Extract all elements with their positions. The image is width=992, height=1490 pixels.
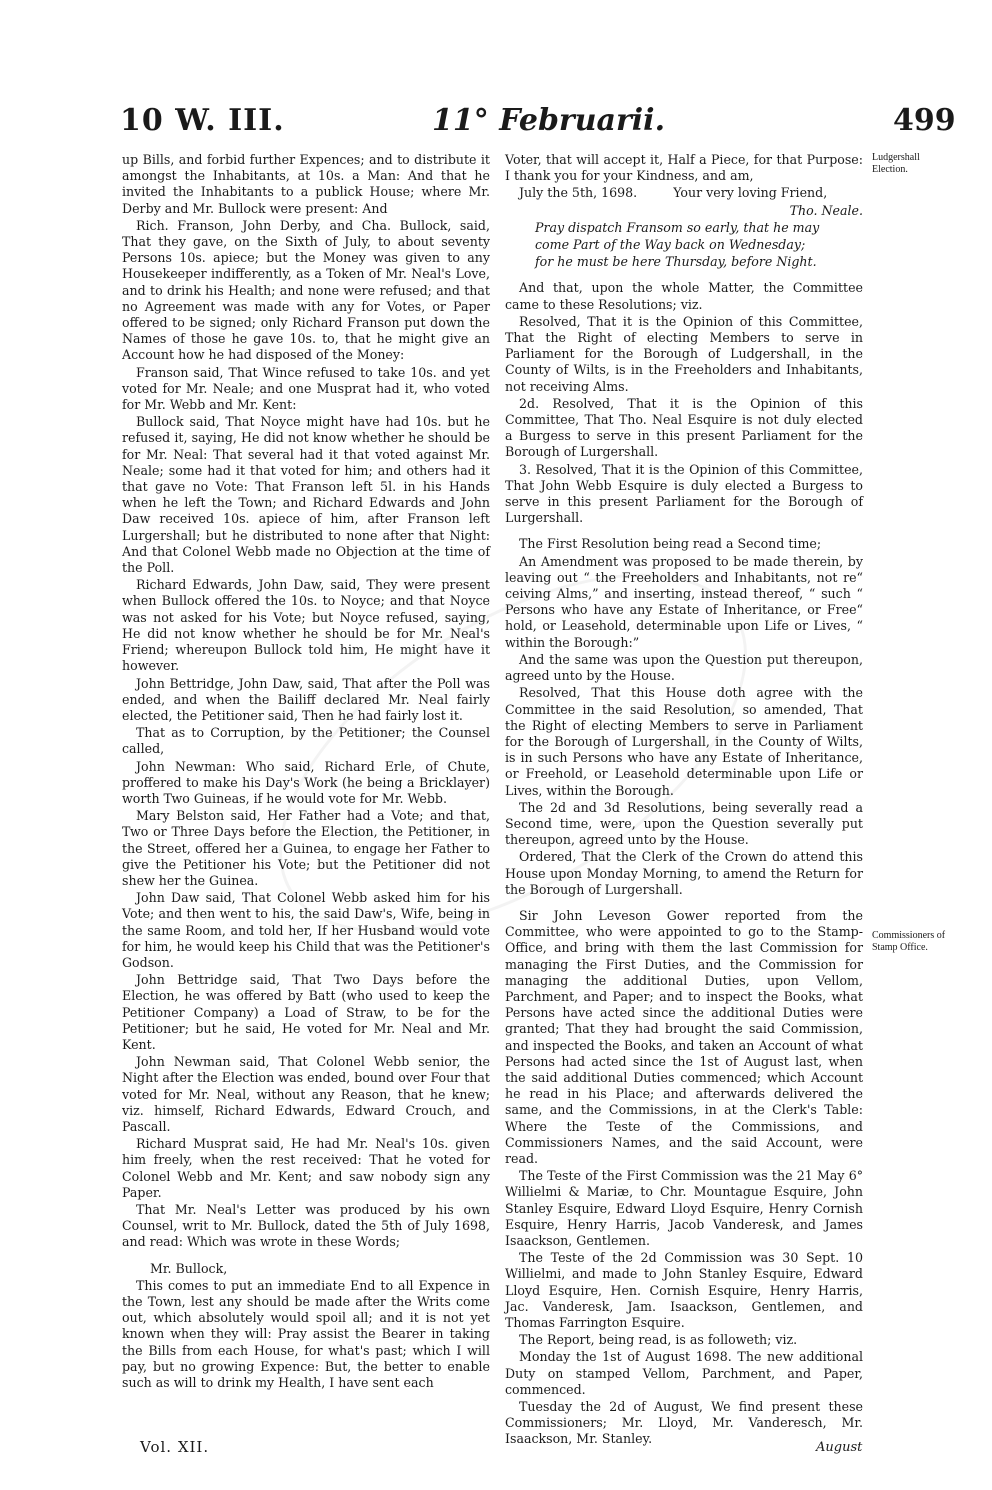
paragraph: Sir John Leveson Gower reported from the Committee, who were appointed to go to the Stamp-Office, and bring with them the last Commission for managing the First Duties, and the Commission for managing the additional Duties, upon Vellom, Parchment, and Paper; and to inspect the Books, what Persons have acted since the additional Duties were granted; That they had brought the said Commission, and inspected the Books, and taken an Account of what Persons had acted since the 1st of August last, when the said additional Duties commenced; which Account he read in his Place; and afterwards delivered the same, and the Commissions, in at the Clerk's Table: Where the Teste of the Commissions, and Commissioners Names, and the said Account, were read. [505,907,863,1166]
paragraph: Ordered, That the Clerk of the Crown do attend this House upon Monday Morning, to amend the Return for the Borough of Lurgershall. [505,849,863,897]
catchword: August [816,1440,863,1455]
left-column [122,152,490,1392]
paragraph: John Daw said, That Colonel Webb asked him for his Vote; and then went to his, the said Daw's, Wife, being in the same Room, and told her, If her Husband would vote for him, he would keep his Child that was the Petitioner's Godson. [122,890,490,970]
paragraph: And that, upon the whole Matter, the Committee came to these Resolutions; viz. [505,280,863,312]
paragraph: John Newman: Who said, Richard Erle, of Chute, proffered to make his Day's Work (he being a Bricklayer) worth Two Guineas, if he would vote for Mr. Webb. [122,758,490,806]
letter-salutation: Mr. Bullock, [150,1260,228,1276]
paragraph: 3. Resolved, That it is the Opinion of this Committee, That John Webb Esquire is duly elected a Burgess to serve in this present Parliament for the Borough of Lurgershall. [505,461,863,526]
paragraph: Franson said, That Wince refused to take 10s. and yet voted for Mr. Neale; and one Musprat had it, who voted for Mr. Webb and Mr. Kent: [122,364,490,413]
paragraph: John Newman said, That Colonel Webb senior, the Night after the Election was ended, bound over Four that voted for Mr. Neal, without any Reason, that he knew; viz. himself, Richard Edwards, Edward Crouch, and Pascall. [122,1054,490,1134]
paragraph: John Bettridge, John Daw, said, That after the Poll was ended, and when the Bailiff declared Mr. Neal fairly elected, the Petitioner said, Then he had fairly lost it. [122,675,490,723]
paragraph: The Teste of the First Commission was the 21 May 6° Willielmi & Mariæ, to Chr. Mountague Esquire, John Stanley Esquire, Edward Lloyd Esquire, Henry Cornish Esquire, Henry Harris, Jacob Vanderesk, and James Isaackson, Gentlemen. [505,1168,863,1248]
paragraph: Tuesday the 2d of August, We find present these Commissioners; Mr. Lloyd, Mr. Vanderesch, Mr. Isaackson, Mr. Stanley. [505,1399,863,1447]
paragraph: Resolved, That it is the Opinion of this Committee, That the Right of electing Members to serve in Parliament for the Borough of Ludgershall, in the County of Wilts, is in the Freeholders and Inhabitants, not receiving Alms. [505,313,863,394]
paragraph: The First Resolution being read a Second time; [519,536,822,552]
page-header [0,103,992,143]
paragraph: The 2d and 3d Resolutions, being severally read a Second time, were, upon the Question severally put thereupon, agreed unto by the House. [505,799,863,848]
letter-closing: Your very loving Friend, [673,185,828,201]
paragraph: The Teste of the 2d Commission was 30 Sept. 10 Willielmi, and made to John Stanley Esquire, Edward Lloyd Esquire, Hen. Cornish Esquire, Henry Harris, Jac. Vanderesk, Jam. Isaackson, Gentlemen, and Thomas Farrington Esquire. [505,1250,863,1331]
paragraph: John Bettridge said, That Two Days before the Election, he was offered by Batt (who used to keep the Petitioner Company) a Load of Straw, to be for the Petitioner; but he said, He voted for Mr. Neal and Mr. Kent. [122,972,490,1052]
postscript-line: for he must be here Thursday, before Night. [535,254,817,270]
letter-continuation: Voter, that will accept it, Half a Piece, for that Purpose: I thank you for your Kindness, and am, [505,152,863,184]
postscript-line: Pray dispatch Fransom so early, that he may [535,219,820,235]
letter-date: July the 5th, 1698. [519,185,638,201]
letter-date-line [505,185,863,201]
letter-signature: Tho. Neale. [789,202,863,218]
session-date: 11° Februarii. [432,103,666,138]
paragraph: Rich. Franson, John Derby, and Cha. Bullock, said, That they gave, on the Sixth of July, to about seventy Persons 10s. apiece; but the Money was given to any Housekeeper indifferently, as a Token of Mr. Neal's Love, and to drink his Health; and none were refused; and that no Agreement was made with any for Votes, or Paper offered to be signed; only Richard Franson put down the Names of those he gave 10s. to, that he might give an Account how he had disposed of the Money: [122,217,490,363]
margin-note-ludgershall: Ludgershall Election. [872,152,920,175]
paragraph: 2d. Resolved, That it is the Opinion of this Committee, That Tho. Neal Esquire is not duly elected a Burgess to serve in this present Parliament for the Borough of Lurgershall. [505,395,863,460]
paragraph: An Amendment was proposed to be made therein, by leaving out “ the Freeholders and Inhabitants, not re“ ceiving Alms,” and inserting, instead thereof, “ such “ Persons who have any Estate of Inheritance, or Free“ hold, or Leasehold, determinable upon Life or Lives, “ within the Borough:” [505,553,863,650]
paragraph: Richard Musprat said, He had Mr. Neal's 10s. given him freely, when the rest received: That he voted for Colonel Webb and Mr. Kent; and saw nobody sign any Paper. [122,1136,490,1200]
right-column [505,152,863,1449]
paragraph: Richard Edwards, John Daw, said, They were present when Bullock offered the 10s. to Noyce; and that Noyce was not asked for his Vote; but Noyce refused, saying, He did not know whether he should be for Mr. Neal's Friend; whereupon Bullock told him, He might have it however. [122,577,490,674]
paragraph: And the same was upon the Question put thereupon, agreed unto by the House. [505,651,863,684]
postscript-line: come Part of the Way back on Wednesday; [535,237,806,253]
paragraph: Bullock said, That Noyce might have had 10s. but he refused it, saying, He did not know whether he should be for Mr. Neal: That several had it that voted against Mr. Neale; some had it that voted for him; and others had it that gave no Vote: That Franson left 5l. in his Hands when he left the Town; and Richard Edwards and John Daw received 10s. apiece of him, after Franson left Lurgershall; but he distributed to none after that Night: And that Colonel Webb made no Objection at the time of the Poll. [122,414,490,576]
letter-body: This comes to put an immediate End to all Expence in the Town, lest any should be made after the Writs come out, which absolutely would spoil all; and it is not yet known when they will: Pray assist the Bearer in taking the Bills from each House, for what's past; which I will pay, but no growing Expence: But, the better to enable such as will to drink my Health, I have sent each [122,1277,490,1391]
paragraph: That Mr. Neal's Letter was produced by his own Counsel, writ to Mr. Bullock, dated the 5th of July 1698, and read: Which was wrote in these Words; [122,1202,490,1250]
paragraph: Mary Belston said, Her Father had a Vote; and that, Two or Three Days before the Election, the Petitioner, in the Street, offered her a Guinea, to engage her Father to give the Petitioner his Vote; but the Petitioner did not shew her the Guinea. [122,808,490,888]
paragraph: up Bills, and forbid further Expences; and to distribute it amongst the Inhabitants, at 10s. a Man: And that he invited the Inhabitants to a publick House; where Mr. Derby and Mr. Bullock were present: And [122,152,490,216]
regnal-year: 10 W. III. [120,103,285,138]
volume-number: Vol. XII. [140,1438,210,1456]
paragraph: Monday the 1st of August 1698. The new additional Duty on stamped Vellom, Parchment, and Paper, commenced. [505,1349,863,1397]
paragraph: The Report, being read, is as followeth; viz. [519,1332,798,1348]
page-number: 499 [893,103,956,138]
paragraph: That as to Corruption, by the Petitioner; the Counsel called, [122,725,490,757]
margin-note-stamp-office: Commissioners of Stamp Office. [872,930,946,953]
paragraph: Resolved, That this House doth agree with the Committee in the said Resolution, so amended, That the Right of electing Members to serve in Parliament for the Borough of Lurgershall, in the County of Wilts, is in such Persons who have any Estate of Inheritance, or Freehold, or Leasehold determinable upon Life or Lives, within the Borough. [505,685,863,798]
